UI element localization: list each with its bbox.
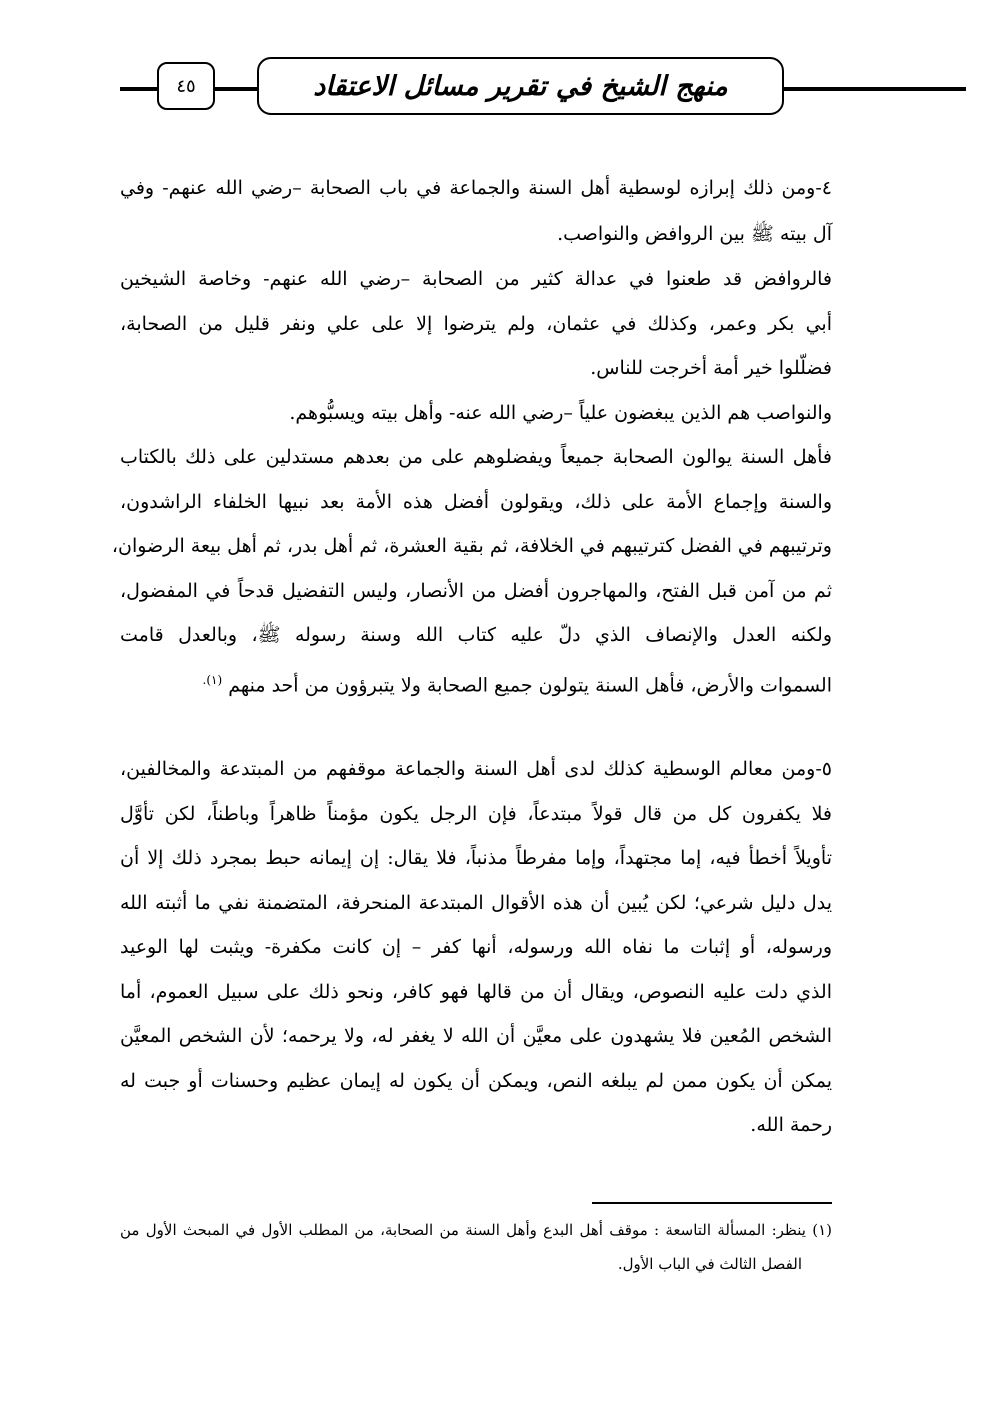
text-line: فالروافض قد طعنوا في عدالة كثير من الصحابة –رضي الله عنهم- وخاصة الشيخين xyxy=(120,268,832,290)
footnote-line: الفصل الثالث في الباب الأول. xyxy=(617,1255,802,1273)
footnote-divider xyxy=(592,1202,832,1204)
text-line: وترتيبهم في الفضل كترتيبهم في الخلافة، ثم بقية العشرة، ثم أهل بدر، ثم أهل بيعة الرضوان، xyxy=(111,535,832,557)
text-line: يدل دليل شرعي؛ لكن يُبين أن هذه الأقوال المبتدعة المنحرفة، المتضمنة نفي ما أثبته الله xyxy=(120,892,832,914)
text-line: فلا يكفرون كل من قال قولاً مبتدعاً، فإن الرجل يكون مؤمناً ظاهراً وباطناً، لكن تأوَّل xyxy=(120,803,832,825)
text-line: فضلّلوا خير أمة أخرجت للناس. xyxy=(590,357,832,379)
text-line: ولكنه العدل والإنصاف الذي دلّ عليه كتاب الله وسنة رسوله ﷺ، وبالعدل قامت xyxy=(120,624,832,646)
footnote-line: (١) ينظر: المسألة التاسعة : موقف أهل البدع وأهل السنة من الصحابة، من المطلب الأول في المبحث الأول من xyxy=(120,1221,832,1239)
body-text xyxy=(111,0,832,1180)
text-line-with-footnote xyxy=(203,665,832,695)
text-line: ثم من آمن قبل الفتح، والمهاجرون أفضل من الأنصار، وليس التفضيل قدحاً في المفضول، xyxy=(120,580,832,602)
text-line: ٥-ومن معالم الوسطية كذلك لدى أهل السنة والجماعة موقفهم من المبتدعة والمخالفين، xyxy=(120,758,832,780)
text-line: آل بيته ﷺ بين الروافض والنواصب. xyxy=(557,223,832,245)
text-line: الذي دلت عليه النصوص، ويقال أن من قالها فهو كافر، ونحو ذلك على سبيل العموم، أما xyxy=(120,981,832,1003)
page-number: ٤٥ xyxy=(157,62,215,110)
text-line: فأهل السنة يوالون الصحابة جميعاً ويفضلوهم على من بعدهم مستدلين على ذلك بالكتاب xyxy=(120,446,832,468)
text-line: يمكن أن يكون ممن لم يبلغه النص، ويمكن أن يكون له إيمان عظيم وحسنات أو جبت له xyxy=(120,1070,832,1092)
text-line: تأويلاً أخطأ فيه، إما مجتهداً، وإما مفرطاً مذنباً، فلا يقال: إن إيمانه حبط بمجرد ذلك إلا أن xyxy=(120,847,832,869)
text-line: والنواصب هم الذين يبغضون علياً –رضي الله عنه- وأهل بيته ويسبُّوهم. xyxy=(289,402,832,424)
text-line: والسنة وإجماع الأمة على ذلك، ويقولون أفضل هذه الأمة بعد نبيها الخلفاء الراشدون، xyxy=(120,491,832,513)
text-line: ٤-ومن ذلك إبرازه لوسطية أهل السنة والجماعة في باب الصحابة –رضي الله عنهم- وفي xyxy=(120,177,832,199)
text-segment: السموات والأرض، فأهل السنة يتولون جميع الصحابة ولا يتبرؤون من أحد منهم xyxy=(228,674,832,697)
text-line: الشخص المُعين فلا يشهدون على معيَّن أن الله لا يغفر له، ولا يرحمه؛ لأن الشخص المعيَّن xyxy=(120,1025,832,1047)
text-line: رحمة الله. xyxy=(750,1114,832,1136)
text-line: أبي بكر وعمر، وكذلك في عثمان، ولم يترضوا إلا على علي ونفر قليل من الصحابة، xyxy=(120,313,832,335)
footnote-reference: (١). xyxy=(202,673,223,687)
running-title: منهج الشيخ في تقرير مسائل الاعتقاد xyxy=(257,57,784,115)
text-line: ورسوله، أو إثبات ما نفاه الله ورسوله، أنها كفر – إن كانت مكفرة- ويثبت لها الوعيد xyxy=(120,936,832,958)
